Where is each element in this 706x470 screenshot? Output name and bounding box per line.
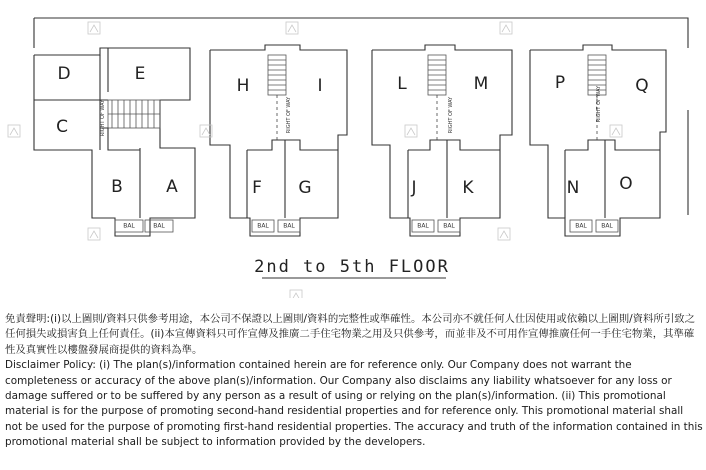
balcony-label: BAL [283,222,295,230]
unit-j: J [411,178,417,198]
unit-l: L [397,74,407,94]
unit-f: F [252,178,262,198]
unit-e: E [134,64,146,84]
balcony-label: BAL [123,222,135,230]
unit-a: A [166,177,178,197]
unit-c: C [56,117,68,137]
balcony-label: BAL [601,222,613,230]
unit-p: P [554,73,566,93]
floor-title: 2nd to 5th FLOOR [254,257,450,277]
balcony-label: BAL [257,222,269,230]
disclaimer [5,312,703,451]
block-2 [210,45,347,236]
site-boundary [34,18,688,48]
unit-n: N [566,178,580,198]
block-3 [372,45,512,236]
unit-d: D [57,64,71,84]
balcony-label: BAL [575,222,587,230]
unit-k: K [462,178,474,198]
unit-q: Q [635,76,649,96]
disclaimer-english: Disclaimer Policy: (i) The plan(s)/information contained herein are for reference only. Our Company does not warrant the completeness or accuracy of the above plan(s)/information. Our Company also disclaims any liability whatsoever for any loss or damage suffered or to be suffered by any person as a result of using or relying on the plan(s)/information. (ii) This promotional material is for the purpose of promoting second-hand residential properties and for reference only. This promotional material shall not be used for the purpose of promoting first-hand residential properties. The accuracy and truth of the information contained in this promotional material shall be subject to information provided by the developers. [5,359,703,449]
unit-g: G [298,178,312,198]
unit-m: M [473,74,489,94]
right-of-way-label: RIGHT OF WAY [286,96,292,134]
right-of-way-label: RIGHT OF WAY [448,96,454,134]
balcony-label: BAL [443,222,455,230]
balcony-label: BAL [153,222,165,230]
unit-i: I [317,76,323,96]
unit-o: O [619,174,633,194]
right-of-way-label: RIGHT OF WAY [100,99,106,137]
unit-b: B [111,177,123,197]
unit-h: H [236,76,250,96]
balcony-label: BAL [417,222,429,230]
right-of-way-label: RIGHT OF WAY [596,85,602,123]
block-4 [530,45,666,236]
block-1 [34,48,195,236]
disclaimer-chinese: 免責聲明:(i)以上圖則/資料只供參考用途，本公司不保證以上圖則/資料的完整性或準確性。本公司亦不就任何人仕因使用或依賴以上圖則/資料所引致之任何損失或損害負上任何責任。(ii)本宣傳資料只可作宣傳及推廣二手住宅物業之用及只供參考，而並非及不可用作宣傳推廣任何一手住宅物業，其準確性及真實性以樓盤發展商提供的資料為準。 [5,313,695,356]
